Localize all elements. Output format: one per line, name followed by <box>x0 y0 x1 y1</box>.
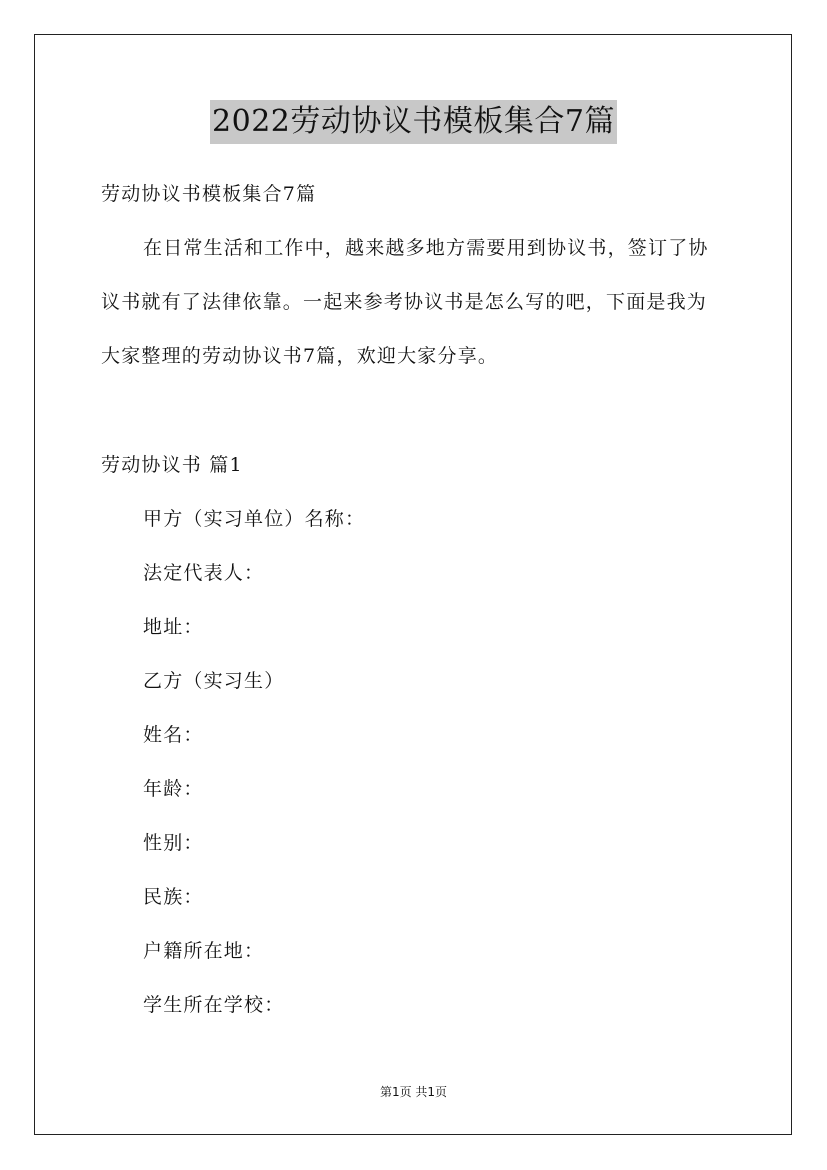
document-title: 2022劳动协议书模板集合7篇 <box>210 100 617 144</box>
field-age: 年龄： <box>143 778 204 800</box>
intro-line-1: 在日常生活和工作中，越来越多地方需要用到协议书，签订了协 <box>143 237 709 259</box>
field-legal-representative: 法定代表人： <box>143 562 265 584</box>
section-heading: 劳动协议书 篇1 <box>101 454 243 476</box>
field-party-a-name: 甲方（实习单位）名称： <box>143 508 366 530</box>
page-footer: 第1页 共1页 <box>379 1085 448 1099</box>
field-household-registration: 户籍所在地： <box>143 940 265 962</box>
field-party-b: 乙方（实习生） <box>143 670 285 692</box>
intro-line-3: 大家整理的劳动协议书7篇，欢迎大家分享。 <box>101 345 499 367</box>
title-container <box>0 100 827 144</box>
field-name: 姓名： <box>143 724 204 746</box>
intro-line-2: 议书就有了法律依靠。一起来参考协议书是怎么写的吧，下面是我为 <box>101 291 708 313</box>
field-gender: 性别： <box>143 832 204 854</box>
document-subtitle: 劳动协议书模板集合7篇 <box>101 183 317 205</box>
field-school: 学生所在学校： <box>143 994 285 1016</box>
field-ethnicity: 民族： <box>143 886 204 908</box>
field-address: 地址： <box>143 616 204 638</box>
